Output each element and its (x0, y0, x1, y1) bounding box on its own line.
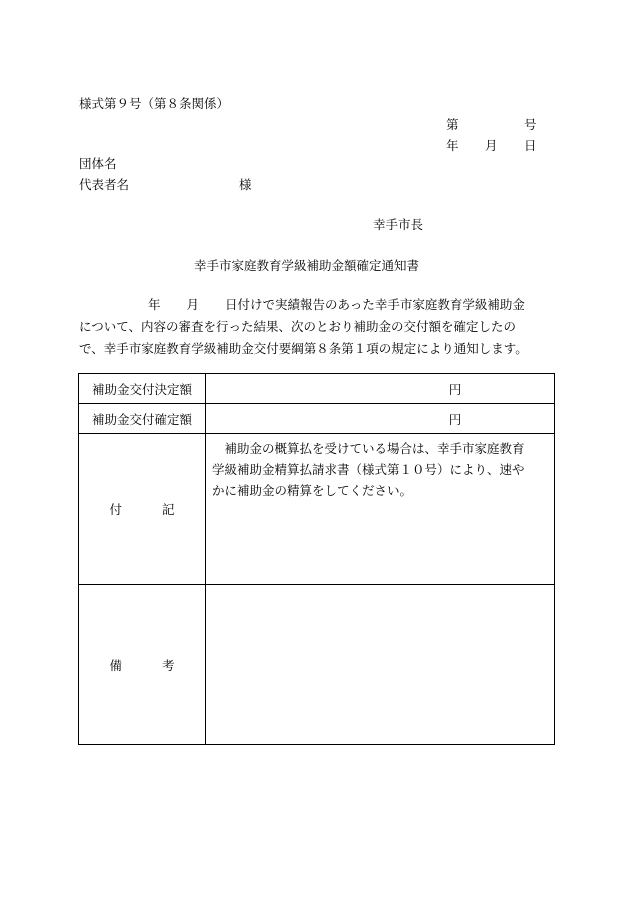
issuer: 幸手市長 (373, 217, 424, 232)
yen-unit: 円 (448, 411, 462, 427)
body-year: 年 (148, 297, 161, 312)
recipient-org-label: 団体名 (79, 156, 117, 171)
date-day: 日 (524, 138, 537, 153)
form-number: 様式第９号（第８条関係） (79, 96, 230, 111)
document-title: 幸手市家庭教育学級補助金額確定通知書 (194, 258, 420, 273)
confirmed-amount-label: 補助金交付確定額 (79, 404, 206, 434)
confirmed-amount-value (206, 404, 555, 434)
body-line-2: について、内容の審査を行った結果、次のとおり補助金の交付額を確定したの (79, 319, 517, 334)
table-row (79, 585, 555, 745)
remarks-content (206, 585, 555, 745)
body-line-1 (79, 294, 554, 316)
recipient-honorific: 様 (239, 177, 252, 192)
note-content: 補助金の概算払を受けている場合は、幸手市家庭教育 学級補助金精算払請求書（様式第１０号）により、速や かに補助金の精算をしてください。 (206, 434, 555, 585)
table-row (79, 374, 555, 404)
body-line-1-rest: 日付けで実績報告のあった幸手市家庭教育学級補助金 (225, 297, 525, 312)
table-row (79, 434, 555, 585)
remarks-label: 備 考 (79, 585, 206, 745)
doc-number-suffix: 号 (524, 117, 537, 132)
body-month: 月 (186, 297, 200, 312)
decision-amount-value (206, 374, 555, 404)
yen-unit: 円 (448, 381, 462, 397)
table-row (79, 404, 555, 434)
decision-amount-label: 補助金交付決定額 (79, 374, 206, 404)
doc-number-prefix: 第 (446, 117, 459, 132)
subsidy-table (78, 373, 555, 745)
date-year: 年 (446, 138, 459, 153)
date-month: 月 (485, 138, 498, 153)
body-line-3: で、幸手市家庭教育学級補助金交付要綱第８条第１項の規定により通知します。 (79, 341, 528, 356)
recipient-rep-label: 代表者名 (79, 177, 130, 192)
body-paragraph (79, 294, 554, 360)
note-label: 付 記 (79, 434, 206, 585)
